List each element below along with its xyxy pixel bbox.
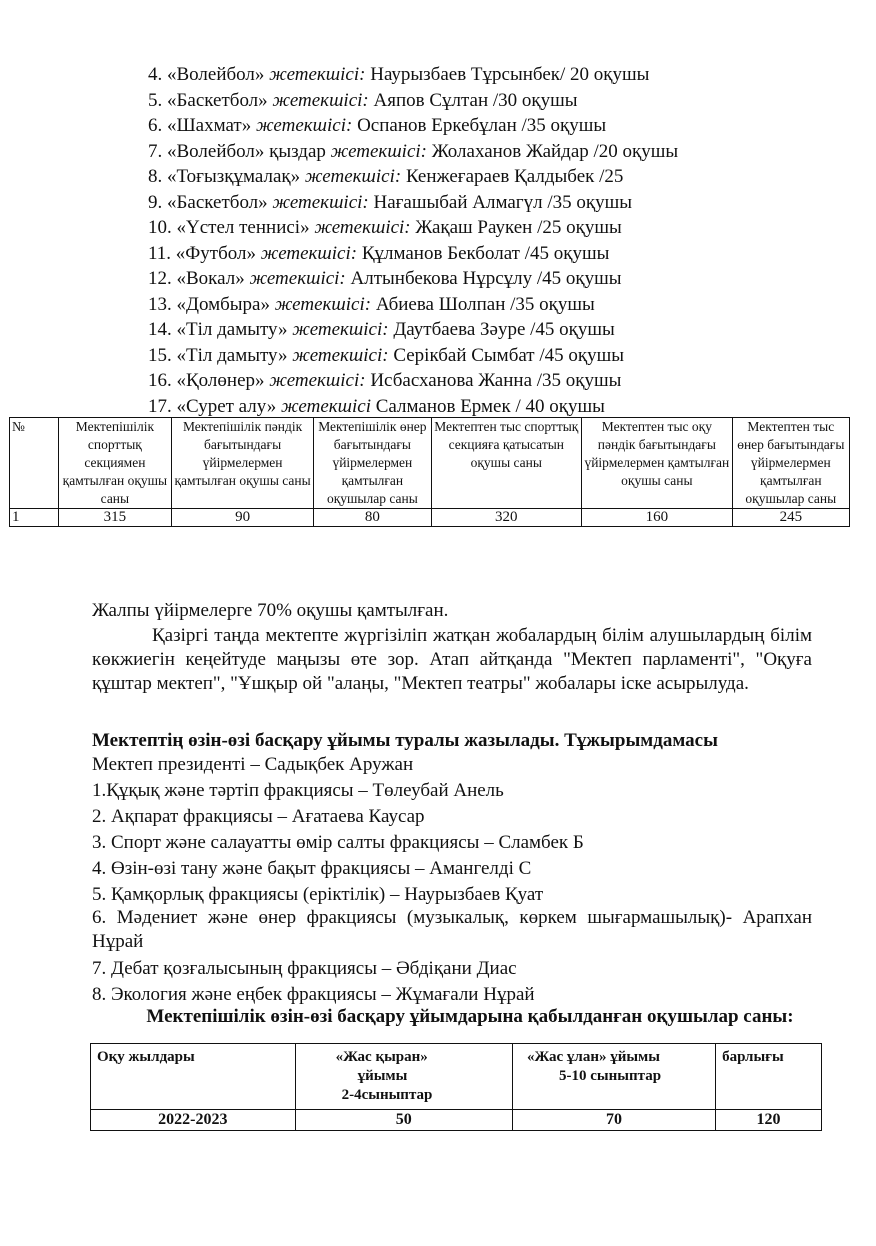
table-header-cell: Мектепішілік пәндік бағытындағы үйірмелермен қамтылған оқушы саны [171, 418, 313, 509]
club-leader-info: Наурызбаев Тұрсынбек/ 20 оқушы [365, 64, 650, 85]
club-leader-info: Алтынбекова Нұрсұлу /45 оқушы [345, 268, 622, 289]
table-row [91, 1110, 822, 1131]
club-leader-label: жетекшісі: [330, 140, 427, 162]
faction-item: 8. Экология және еңбек фракциясы – Жұмағали Нұрай [92, 984, 535, 1005]
president-line: Мектеп президенті – Садықбек Аружан [92, 754, 414, 775]
club-name: «Домбыра» [176, 293, 270, 315]
enrollment-table [9, 417, 850, 527]
club-name: «Тоғызқұмалақ» [167, 166, 301, 187]
faction-item: 2. Ақпарат фракциясы – Ағатаева Каусар [92, 806, 425, 827]
club-name: «Сурет алу» [176, 395, 277, 417]
club-item [148, 241, 609, 267]
table-cell: 120 [716, 1110, 822, 1131]
club-leader-label: жетекшісі: [272, 89, 369, 111]
club-leader-info: Кенжеғараев Қалдыбек /25 [401, 166, 624, 187]
table-cell: 245 [732, 509, 849, 527]
table-cell: 90 [171, 509, 313, 527]
faction-item: 7. Дебат қозғалысының фракциясы – Әбдіқани Диас [92, 958, 517, 979]
faction-item: 3. Спорт және салауатты өмір салты фракциясы – Сламбек Б [92, 832, 584, 853]
table-header-cell: Мектептен тыс спорттық секцияға қатысатын оқушы саны [431, 418, 582, 509]
club-number: 8. [148, 166, 163, 187]
club-name: «Волейбол» [167, 64, 265, 85]
club-leader-info: Жолаханов Жайдар /20 оқушы [426, 140, 679, 162]
table-cell: 320 [431, 509, 582, 527]
club-leader-label: жетекшісі: [314, 217, 411, 238]
club-number: 12. [148, 268, 172, 289]
club-item [148, 343, 624, 369]
table-cell: 70 [513, 1110, 716, 1131]
club-leader-label: жетекшісі: [304, 166, 402, 187]
club-name: «Баскетбол» [167, 89, 268, 111]
table-cell: 50 [295, 1110, 512, 1131]
club-number: 13. [148, 293, 172, 315]
club-name: «Тіл дамыту» [176, 319, 288, 340]
club-leader-label: жетекшісі: [269, 370, 366, 391]
club-leader-label: жетекшісі: [256, 115, 353, 136]
club-leader-label: жетекшісі [281, 395, 371, 417]
club-item [148, 368, 621, 394]
club-number: 5. [148, 89, 163, 111]
club-number: 14. [148, 319, 172, 340]
club-item [148, 190, 632, 216]
table-header-cell: ұйымы [357, 1068, 408, 1084]
faction-item: 1.Құқық және тәртіп фракциясы – Төлеубай Анель [92, 780, 504, 801]
faction-item: 6. Мәдениет және өнер фракциясы (музыкалық, көркем шығармашылық)- Арапхан Нұрай [92, 907, 812, 952]
club-name: «Қолөнер» [176, 370, 265, 391]
table-header-cell: Мектепішілік спорттық секциямен қамтылған оқушы саны [58, 418, 171, 509]
faction-item: 4. Өзін-өзі тану және бақыт фракциясы – Амангелді С [92, 858, 532, 879]
club-item [148, 88, 578, 114]
club-name: «Үстел теннисі» [176, 217, 310, 238]
club-leader-label: жетекшісі: [292, 319, 389, 340]
club-number: 10. [148, 217, 172, 238]
club-leader-info: Абиева Шолпан /35 оқушы [371, 293, 595, 315]
club-item [148, 113, 606, 139]
table-header-cell: Мектептен тыс өнер бағытындағы үйірмелермен қамтылған оқушылар саны [732, 418, 849, 509]
club-leader-info: Оспанов Еркебұлан /35 оқушы [352, 115, 607, 136]
club-name: «Шахмат» [167, 115, 252, 136]
club-number: 16. [148, 370, 172, 391]
club-leader-info: Жақаш Раукен /25 оқушы [410, 217, 622, 238]
club-name: «Волейбол» қыздар [167, 140, 326, 162]
coverage-text: Жалпы үйірмелерге 70% оқушы қамтылған. [92, 600, 449, 621]
self-government-heading: Мектептің өзін-өзі басқару ұйымы туралы жазылады. Тұжырымдамасы [92, 730, 718, 751]
table-header-cell: «Жас қыран» [335, 1049, 428, 1065]
club-leader-info: Даутбаева Зәуре /45 оқушы [388, 319, 615, 340]
club-number: 6. [148, 115, 163, 136]
club-number: 15. [148, 344, 172, 366]
club-item [148, 292, 595, 318]
club-number: 9. [148, 191, 163, 213]
table-row [10, 509, 850, 527]
club-number: 7. [148, 140, 163, 162]
table-header-cell: № [10, 418, 59, 509]
table-cell: 80 [314, 509, 431, 527]
club-leader-info: Аяпов Сұлтан /30 оқушы [368, 89, 578, 111]
club-item [148, 215, 622, 241]
club-leader-label: жетекшісі: [269, 64, 366, 85]
table-header-cell: Мектептен тыс оқу пәндік бағытындағы үйірмелермен қамтылған оқушы саны [582, 418, 733, 509]
club-name: «Футбол» [175, 242, 257, 264]
club-leader-label: жетекшісі: [292, 344, 389, 366]
membership-table [90, 1043, 822, 1131]
table-cell: 1 [10, 509, 59, 527]
table-cell: 315 [58, 509, 171, 527]
table-header-cell: Мектепішілік өнер бағытындағы үйірмелермен қамтылған оқушылар саны [314, 418, 431, 509]
club-leader-label: жетекшісі: [260, 242, 358, 264]
table-cell: 160 [582, 509, 733, 527]
club-leader-info: Салманов Ермек / 40 оқушы [370, 395, 605, 417]
table2-title: Мектепішілік өзін-өзі басқару ұйымдарына қабылданған оқушылар саны: [146, 1006, 794, 1027]
table-cell: 2022-2023 [91, 1110, 296, 1131]
club-item [148, 62, 649, 88]
table-header-row [91, 1044, 822, 1110]
club-name: «Вокал» [176, 268, 245, 289]
club-leader-info: Құлманов Бекболат /45 оқушы [357, 242, 610, 264]
club-item [148, 164, 623, 190]
club-leader-info: Серікбай Сымбат /45 оқушы [388, 344, 625, 366]
projects-paragraph: Қазіргі таңда мектепте жүргізіліп жатқан жобалардың білім алушылардың білім көкжиегін кеңейтуде маңызы өте зор. Атап айтқанда "Мектеп парламенті", "Оқуға құштар мектеп", "Ұшқыр ой "алаңы, "Мектеп театры" жобалары іске асырылуда. [92, 625, 812, 694]
club-item [148, 317, 615, 343]
club-item [148, 266, 622, 292]
table-header-cell: барлығы [716, 1044, 822, 1110]
table-header-cell: 5-10 сыныптар [559, 1068, 662, 1084]
club-item [148, 139, 678, 165]
club-name: «Баскетбол» [167, 191, 268, 213]
table-header-cell: «Жас ұлан» ұйымы [527, 1049, 660, 1065]
club-number: 11. [148, 242, 172, 264]
club-number: 17. [148, 395, 172, 417]
club-leader-info: Нағашыбай Алмагүл /35 оқушы [368, 191, 632, 213]
club-leader-label: жетекшісі: [272, 191, 369, 213]
table-header-cell: Оқу жылдары [91, 1044, 296, 1110]
club-leader-label: жетекшісі: [274, 293, 372, 315]
faction-item: 5. Қамқорлық фракциясы (еріктілік) – Наурызбаев Қуат [92, 884, 544, 905]
club-leader-label: жетекшісі: [249, 268, 346, 289]
club-item [148, 394, 605, 420]
table-header-row [10, 418, 850, 509]
club-name: «Тіл дамыту» [176, 344, 288, 366]
table-header-cell: 2-4сыныптар [341, 1087, 433, 1103]
club-leader-info: Исбасханова Жанна /35 оқушы [365, 370, 622, 391]
club-number: 4. [148, 64, 163, 85]
